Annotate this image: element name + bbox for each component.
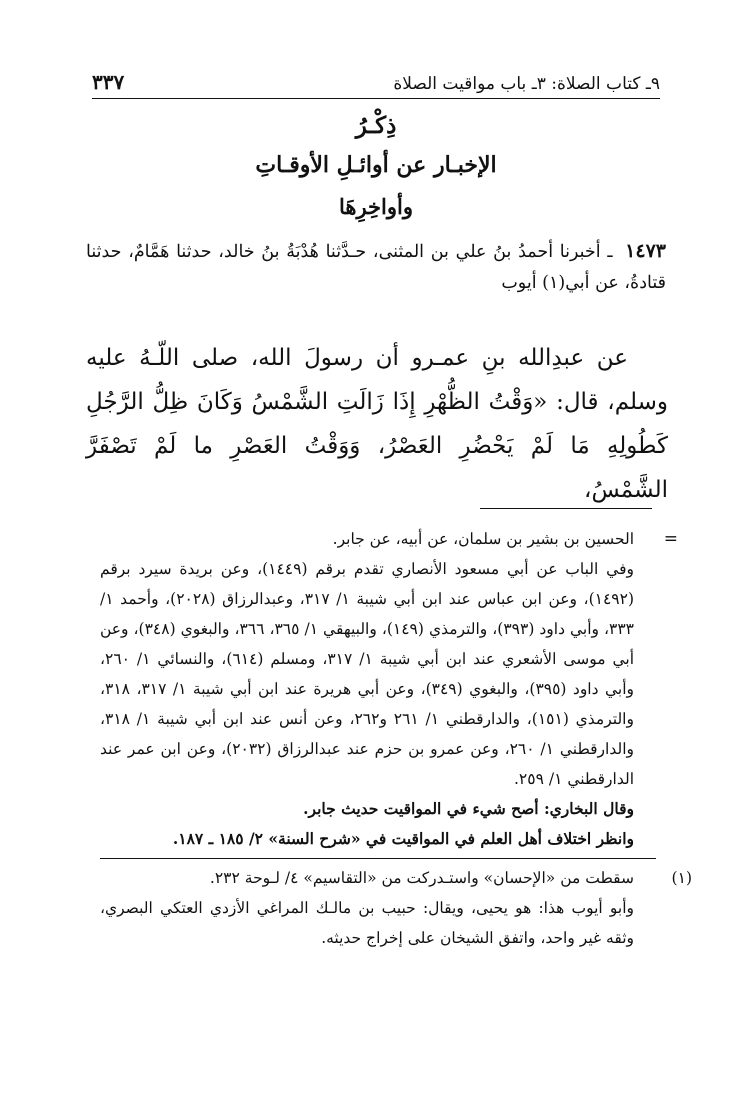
- footnote-separator: [480, 508, 652, 509]
- hadith-isnad-text: ـ أخبرنا أحمدُ بنُ علي بن المثنى، حـدَّثنا هُدْبَةُ بنُ خالد، حدثنا هَمَّامٌ، حدثنا قتادةُ، عن أبي(١) أيوب: [86, 242, 666, 293]
- footnote-1-line-2: وأبو أيوب هذا: هو يحيى، ويقال: حبيب بن مالـك المراغي الأزدي العتكي البصري، وثقه غير واحد، واتفق الشيخان على إخراج حديثه.: [100, 899, 634, 947]
- page-header: [92, 62, 660, 99]
- page-number: ٣٣٧: [92, 70, 125, 94]
- section-heading-line-2: وأواخِرِهَا: [339, 194, 413, 219]
- continuation-marker: =: [663, 529, 678, 549]
- running-title: ٩ـ كتاب الصلاة: ٣ـ باب مواقيت الصلاة: [393, 74, 660, 94]
- footnote-continuation: [100, 524, 678, 854]
- footnote-1: [100, 863, 692, 953]
- section-heading-dhikr: ذِكْـرُ: [355, 112, 397, 139]
- section-heading-line-1: الإخبـار عن أوائـلِ الأوقـاتِ: [255, 152, 497, 178]
- footnote-cont-paragraph-2: وفي الباب عن أبي مسعود الأنصاري تقدم برقم (١٤٤٩)، وعن بريدة سيرد برقم (١٤٩٢)، وعن ابن عباس عند ابن أبي شيبة ١/ ٣١٧، وعبدالرزاق (٢٠٢٨)، وأحمد ١/ ٣٣٣، وأبي داود (٣٩٣)، والترمذي (١٤٩)، والبيهقي ١/ ٣٦٥، ٣٦٦، والبغوي (٣٤٨)، وعن أبي موسى الأشعري عند ابن أبي شيبة ١/ ٣١٧، ومسلم (٦١٤)، والنسائي ١/ ٢٦٠، وأبي داود (٣٩٥)، والبغوي (٣٤٩)، وعن أبي هريرة عند ابن أبي شيبة ١/ ٣١٧، ٣١٨، والترمذي (١٥١)، والدارقطني ١/ ٢٦١ و٢٦٢، وعن أنس عند ابن أبي شيبة ١/ ٣١٨، والدارقطني ١/ ٢٦٠، وعن عمرو بن حزم عند عبدالرزاق (٢٠٣٢)، وعن ابن عمر عند الدارقطني ١/ ٢٥٩.: [100, 560, 635, 788]
- hadith-number: ١٤٧٣: [625, 240, 666, 262]
- footnotes: [100, 524, 692, 953]
- footnote-1-line-1: سقطت من «الإحسان» واستـدركت من «التقاسيم» ٤/ لـوحة ٢٣٢.: [209, 869, 634, 887]
- footnote-cont-line-1: الحسين بن بشير بن سلمان، عن أبيه، عن جابر.: [332, 530, 634, 548]
- footnote-divider: [100, 858, 656, 859]
- footnote-cont-paragraph-3: وقال البخاري: أصح شيء في المواقيت حديث جابر.: [303, 799, 634, 818]
- footnote-cont-paragraph-4: وانظر اختلاف أهل العلم في المواقيت في «شرح السنة» ٢/ ١٨٥ ـ ١٨٧.: [172, 829, 634, 848]
- footnote-1-marker: (١): [671, 869, 692, 887]
- hadith-isnad: [86, 236, 666, 299]
- hadith-matn: عن عبدِالله بنِ عمـرو أن رسولَ الله، صلى اللّـهُ عليه وسلم، قال: «وَقْتُ الظُّهْرِ إِذَا زَالَتِ الشَّمْسُ وَكَانَ ظِلُّ الرَّجُلِ كَطُولِهِ مَا لَمْ يَحْضُرِ العَصْرُ، وَوَقْتُ العَصْرِ ما لَمْ تَصْفَرَّ الشَّمْسُ،: [86, 345, 668, 503]
